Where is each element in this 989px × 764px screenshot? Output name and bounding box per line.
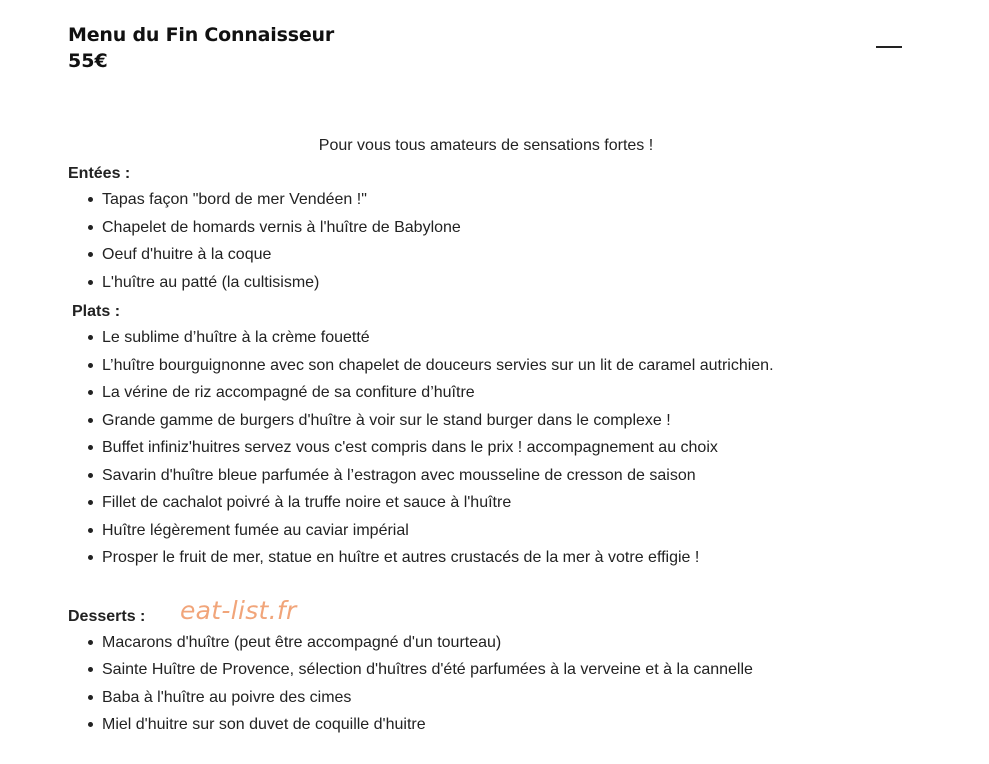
list-item <box>68 324 928 352</box>
menu-header <box>68 22 334 74</box>
collapse-toggle-button[interactable] <box>874 40 904 54</box>
menu-title: Menu du Fin Connaisseur <box>68 24 335 46</box>
entree-item: Tapas façon "bord de mer Vendéen !" <box>102 191 367 208</box>
section-heading-entrees: Entées : <box>68 165 131 182</box>
bullet-icon <box>88 695 93 700</box>
list-item <box>68 656 928 684</box>
dessert-item: Baba à l'huître au poivre des cimes <box>102 688 352 706</box>
plat-item: Buffet infiniz'huitres servez vous c'est compris dans le prix ! accompagnement au choix <box>102 439 718 456</box>
list-item <box>68 462 928 490</box>
entree-item: L'huître au patté (la cultisisme) <box>102 273 320 291</box>
list-item <box>68 544 928 572</box>
plats-list <box>68 324 928 572</box>
desserts-list <box>68 629 928 739</box>
list-item <box>68 489 928 517</box>
minus-icon <box>876 46 902 48</box>
bullet-icon <box>88 722 93 727</box>
watermark-text: eat-list.fr <box>180 596 297 625</box>
plat-item: Savarin d'huître bleue parfumée à l’estragon avec mousseline de cresson de saison <box>102 466 696 484</box>
bullet-icon <box>88 335 93 340</box>
plat-item: La vérine de riz accompagné de sa confiture d’huître <box>102 384 475 401</box>
menu-price: 55€ <box>68 50 108 72</box>
list-item <box>68 711 928 739</box>
section-heading-plats: Plats : <box>72 303 121 320</box>
menu-intro: Pour vous tous amateurs de sensations fortes ! <box>318 137 654 154</box>
dessert-item: Miel d'huitre sur son duvet de coquille d'huitre <box>102 716 426 733</box>
list-item <box>68 379 928 407</box>
bullet-icon <box>88 252 93 257</box>
list-item <box>68 214 928 242</box>
plat-item: Grande gamme de burgers d'huître à voir sur le stand burger dans le complexe ! <box>102 411 671 429</box>
bullet-icon <box>88 390 93 395</box>
bullet-icon <box>88 197 93 202</box>
list-item <box>68 186 928 214</box>
list-item <box>68 517 928 545</box>
entree-item: Chapelet de homards vernis à l'huître de Babylone <box>102 218 461 236</box>
dessert-item: Sainte Huître de Provence, sélection d'huîtres d'été parfumées à la verveine et à la cannelle <box>102 661 753 678</box>
menu-content <box>68 134 928 739</box>
bullet-icon <box>88 555 93 560</box>
bullet-icon <box>88 473 93 478</box>
bullet-icon <box>88 280 93 285</box>
list-item <box>68 269 928 297</box>
plat-item: L’huître bourguignonne avec son chapelet de douceurs servies sur un lit de caramel autrichien. <box>102 356 774 374</box>
plat-item: Prosper le fruit de mer, statue en huître et autres crustacés de la mer à votre effigie ! <box>102 549 700 566</box>
bullet-icon <box>88 418 93 423</box>
plat-item: Huître légèrement fumée au caviar impérial <box>102 521 409 539</box>
section-heading-desserts: Desserts : <box>68 607 146 625</box>
list-item <box>68 434 928 462</box>
dessert-item: Macarons d'huître (peut être accompagné d'un tourteau) <box>102 633 502 651</box>
list-item <box>68 684 928 712</box>
list-item <box>68 629 928 657</box>
list-item <box>68 352 928 380</box>
bullet-icon <box>88 445 93 450</box>
bullet-icon <box>88 363 93 368</box>
bullet-icon <box>88 667 93 672</box>
entrees-list <box>68 186 928 296</box>
list-item <box>68 241 928 269</box>
list-item <box>68 407 928 435</box>
bullet-icon <box>88 225 93 230</box>
entree-item: Oeuf d'huitre à la coque <box>102 246 272 263</box>
bullet-icon <box>88 500 93 505</box>
bullet-icon <box>88 528 93 533</box>
bullet-icon <box>88 640 93 645</box>
plat-item: Fillet de cachalot poivré à la truffe noire et sauce à l'huître <box>102 494 512 511</box>
plat-item: Le sublime d’huître à la crème fouetté <box>102 329 370 346</box>
